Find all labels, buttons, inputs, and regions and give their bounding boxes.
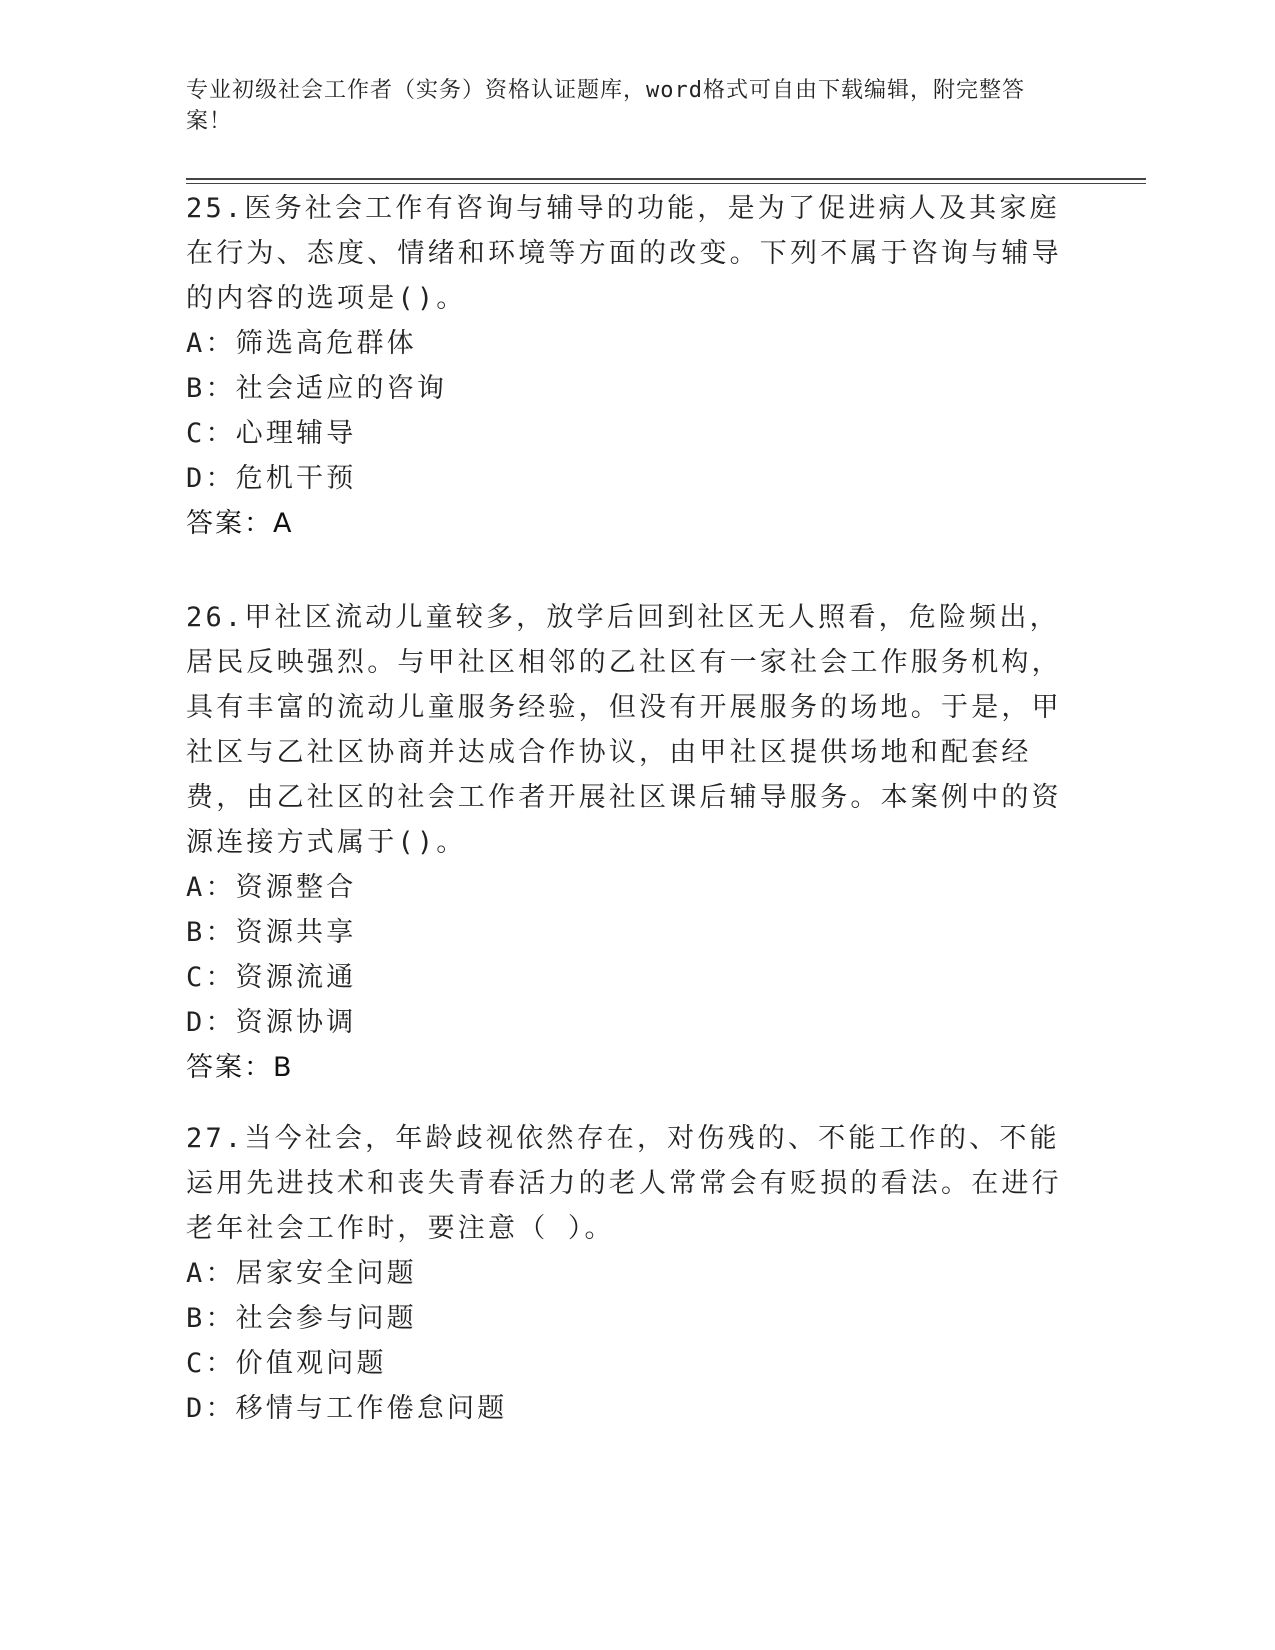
answer-label: 答案：B — [186, 1052, 294, 1083]
answer-label: 答案：A — [186, 508, 294, 539]
option-d: D：资源协调 — [186, 1007, 357, 1038]
option-b: B：社会适应的咨询 — [186, 373, 448, 404]
question-stem: 27.当今社会，年龄歧视依然存在，对伤残的、不能工作的、不能运用先进技术和丧失青春活力的老人常常会有贬损的看法。在进行老年社会工作时，要注意（ ）。 — [186, 1123, 1062, 1244]
option-a: A：居家安全问题 — [186, 1258, 417, 1289]
question-25 — [186, 186, 1066, 546]
question-stem: 26.甲社区流动儿童较多，放学后回到社区无人照看，危险频出，居民反映强烈。与甲社区相邻的乙社区有一家社会工作服务机构，具有丰富的流动儿童服务经验，但没有开展服务的场地。于是，甲社区与乙社区协商并达成合作协议，由甲社区提供场地和配套经费，由乙社区的社会工作者开展社区课后辅导服务。本案例中的资源连接方式属于()。 — [186, 602, 1062, 858]
option-c: C：心理辅导 — [186, 418, 357, 449]
question-26 — [186, 595, 1066, 1090]
option-a: A：筛选高危群体 — [186, 328, 417, 359]
option-d: D：移情与工作倦怠问题 — [186, 1393, 508, 1424]
option-d: D：危机干预 — [186, 463, 357, 494]
header-divider — [186, 178, 1146, 184]
option-b: B：资源共享 — [186, 917, 357, 948]
question-27 — [186, 1116, 1066, 1431]
document-header: 专业初级社会工作者（实务）资格认证题库，word格式可自由下载编辑，附完整答案！ — [186, 78, 1025, 134]
option-b: B：社会参与问题 — [186, 1303, 417, 1334]
option-c: C：资源流通 — [186, 962, 357, 993]
option-c: C：价值观问题 — [186, 1348, 387, 1379]
option-a: A：资源整合 — [186, 872, 357, 903]
question-stem: 25.医务社会工作有咨询与辅导的功能，是为了促进病人及其家庭在行为、态度、情绪和环境等方面的改变。下列不属于咨询与辅导的内容的选项是()。 — [186, 193, 1062, 314]
